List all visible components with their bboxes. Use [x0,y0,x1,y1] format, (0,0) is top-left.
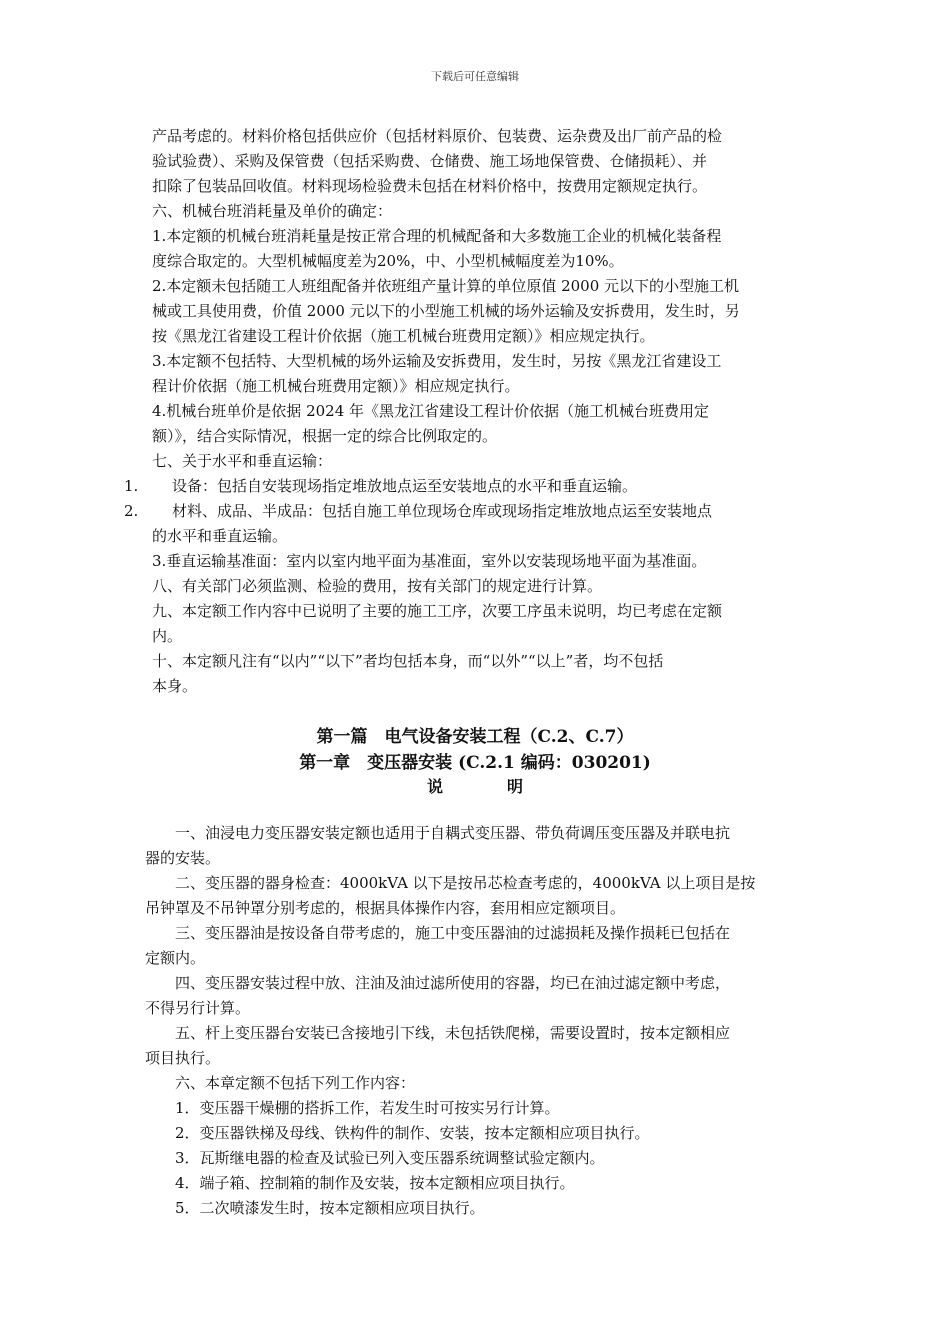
paragraph-line: 度综合取定的。大型机械幅度差为20%，中、小型机械幅度差为10%。 [152,252,624,270]
paragraph-line: 3.垂直运输基准面：室内以室内地平面为基准面，室外以安装现场地平面为基准面。 [152,552,707,570]
paragraph-line: 1.本定额的机械台班消耗量是按正常合理的机械配备和大多数施工企业的机械化装备程 [152,227,722,245]
paragraph-line: 额）》，结合实际情况，根据一定的综合比例取定的。 [152,427,498,445]
paragraph-line: 四、变压器安装过程中放、注油及油过滤所使用的容器，均已在油过滤定额中考虑， [145,974,731,992]
list-item-text: 设备：包括自安装现场指定堆放地点运至安装地点的水平和垂直运输。 [172,477,638,495]
paragraph-line: 1．变压器干燥棚的搭拆工作，若发生时可按实另行计算。 [145,1099,560,1117]
explain-heading: 说 明 [426,777,523,796]
list-item-text: 材料、成品、半成品：包括自施工单位现场仓库或现场指定堆放地点运至安装地点 [172,502,713,520]
paragraph-line: 5．二次喷漆发生时，按本定额相应项目执行。 [145,1199,485,1217]
list-number: 1. [124,477,139,495]
list-number: 2. [124,502,139,520]
paragraph-line: 3.本定额不包括特、大型机械的场外运输及安拆费用，发生时，另按《黑龙江省建设工 [152,352,722,370]
paragraph-line: 五、杆上变压器台安装已含接地引下线，未包括铁爬梯，需要设置时，按本定额相应 [145,1024,731,1042]
paragraph-line: 3．瓦斯继电器的检查及试验已列入变压器系统调整试验定额内。 [145,1149,605,1167]
paragraph-line: 扣除了包装品回收值。材料现场检验费未包括在材料价格中，按费用定额规定执行。 [152,177,708,195]
paragraph-line: 八、有关部门必须监测、检验的费用，按有关部门的规定进行计算。 [152,577,603,595]
paragraph-line: 吊钟罩及不吊钟罩分别考虑的，根据具体操作内容，套用相应定额项目。 [145,899,626,917]
paragraph-line: 十、本定额凡注有“以内”“以下”者均包括本身，而“以外”“以上”者，均不包括 [152,652,664,670]
part-title: 第一篇 电气设备安装工程（C.2、C.7） [316,727,634,747]
paragraph-line: 项目执行。 [145,1049,221,1067]
paragraph-line: 程计价依据（施工机械台班费用定额）》相应规定执行。 [152,377,520,395]
paragraph-line: 械或工具使用费，价值 2000 元以下的小型施工机械的场外运输及安拆费用，发生时，另 [152,302,740,320]
paragraph-line: 产品考虑的。材料价格包括供应价（包括材料原价、包装费、运杂费及出厂前产品的检 [152,127,723,145]
paragraph-line: 内。 [152,627,183,645]
paragraph-line: 一、油浸电力变压器安装定额也适用于自耦式变压器、带负荷调压变压器及并联电抗 [145,824,731,842]
paragraph-line: 二、变压器的器身检查：4000kVA 以下是按吊芯检查考虑的，4000kVA 以上项目是按 [145,874,756,892]
paragraph-line: 不得另行计算。 [145,999,251,1017]
chapter-title: 第一章 变压器安装 (C.2.1 编码：030201) [299,753,651,773]
paragraph-line: 九、本定额工作内容中已说明了主要的施工工序，次要工序虽未说明，均已考虑在定额 [152,602,723,620]
paragraph-line: 六、机械台班消耗量及单价的确定： [152,202,393,220]
paragraph-line: 定额内。 [145,949,206,967]
paragraph-line: 器的安装。 [145,849,221,867]
paragraph-line: 三、变压器油是按设备自带考虑的，施工中变压器油的过滤损耗及操作损耗已包括在 [145,924,731,942]
paragraph-line: 4．端子箱、控制箱的制作及安装，按本定额相应项目执行。 [145,1174,575,1192]
paragraph-line: 验试验费）、采购及保管费（包括采购费、仓储费、施工场地保管费、仓储损耗）、并 [152,152,708,170]
paragraph-line: 2．变压器铁梯及母线、铁构件的制作、安装，按本定额相应项目执行。 [145,1124,650,1142]
list-item-continuation: 的水平和垂直运输。 [152,527,288,545]
paragraph-line: 4.机械台班单价是依据 2024 年《黑龙江省建设工程计价依据（施工机械台班费用定 [152,402,710,420]
paragraph-line: 按《黑龙江省建设工程计价依据（施工机械台班费用定额）》相应规定执行。 [152,327,655,345]
page-header: 下载后可任意编辑 [431,70,519,83]
paragraph-line: 七、关于水平和垂直运输： [152,452,333,470]
paragraph-line: 2.本定额未包括随工人班组配备并依班组产量计算的单位原值 2000 元以下的小型施工机 [152,277,740,295]
paragraph-line: 本身。 [152,677,198,695]
paragraph-line: 六、本章定额不包括下列工作内容： [145,1074,416,1092]
